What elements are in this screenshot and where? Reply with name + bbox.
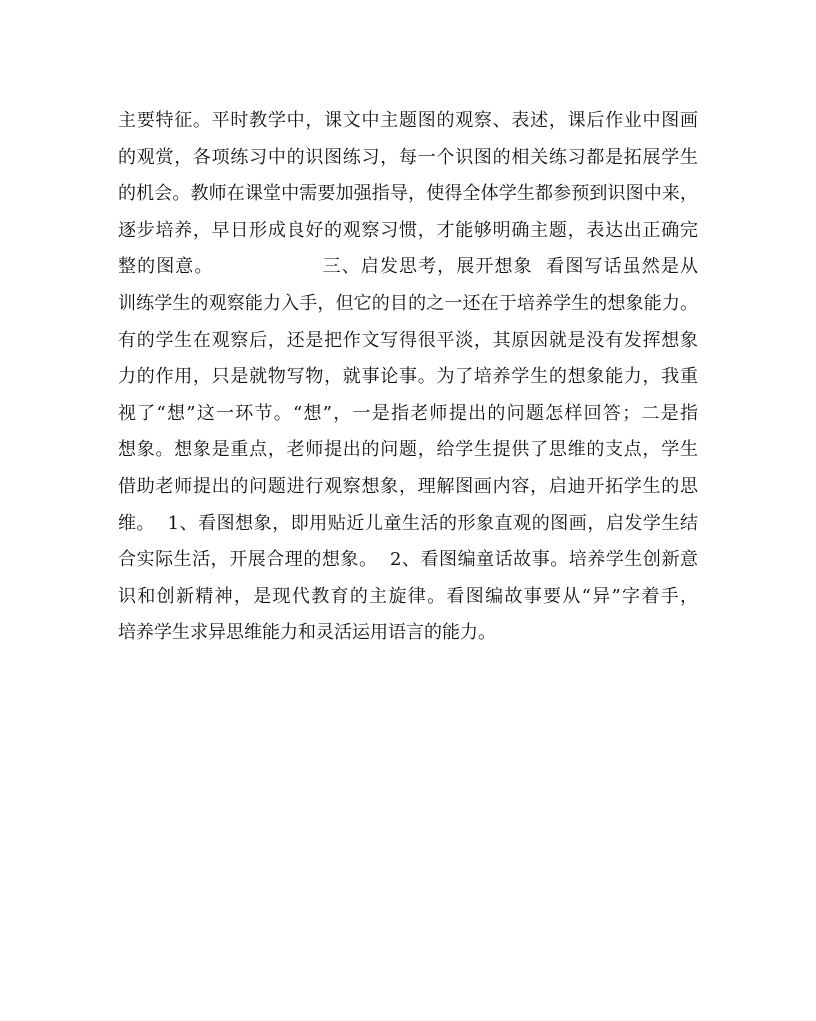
text-line: 识和创新精神，是现代教育的主旋律。看图编故事要从“异”字着手， [118, 585, 698, 607]
text-line: 借助老师提出的问题进行观察想象，理解图画内容，启迪开拓学生的思 [118, 475, 698, 497]
document-body-text [118, 103, 698, 652]
text-line: 力的作用，只是就物写物，就事论事。为了培养学生的想象能力，我重 [118, 366, 698, 388]
text-line: 训练学生的观察能力入手，但它的目的之一还在于培养学生的想象能力。 [118, 292, 698, 314]
text-line: 维。 1、看图想象，即用贴近儿童生活的形象直观的图画，启发学生结 [118, 512, 698, 534]
text-line: 合实际生活，开展合理的想象。 2、看图编童话故事。培养学生创新意 [118, 549, 698, 571]
text-line: 的机会。教师在课堂中需要加强指导，使得全体学生都参预到识图中来， [118, 183, 698, 205]
text-line: 逐步培养，早日形成良好的观察习惯，才能够明确主题，表达出正确完 [118, 219, 698, 241]
text-line: 整的图意。 三、启发思考，展开想象 看图写话虽然是从 [118, 256, 698, 278]
text-line: 主要特征。平时教学中，课文中主题图的观察、表述，课后作业中图画 [118, 110, 698, 131]
text-line: 有的学生在观察后，还是把作文写得很平淡，其原因就是没有发挥想象 [118, 329, 698, 351]
text-line: 的观赏，各项练习中的识图练习，每一个识图的相关练习都是拓展学生 [118, 146, 698, 168]
text-line: 想象。想象是重点，老师提出的问题，给学生提供了思维的支点，学生 [118, 439, 698, 461]
text-line: 视了“想”这一环节。“想”，一是指老师提出的问题怎样回答；二是指 [118, 402, 698, 424]
text-line: 培养学生求异思维能力和灵活运用语言的能力。 [118, 622, 496, 644]
